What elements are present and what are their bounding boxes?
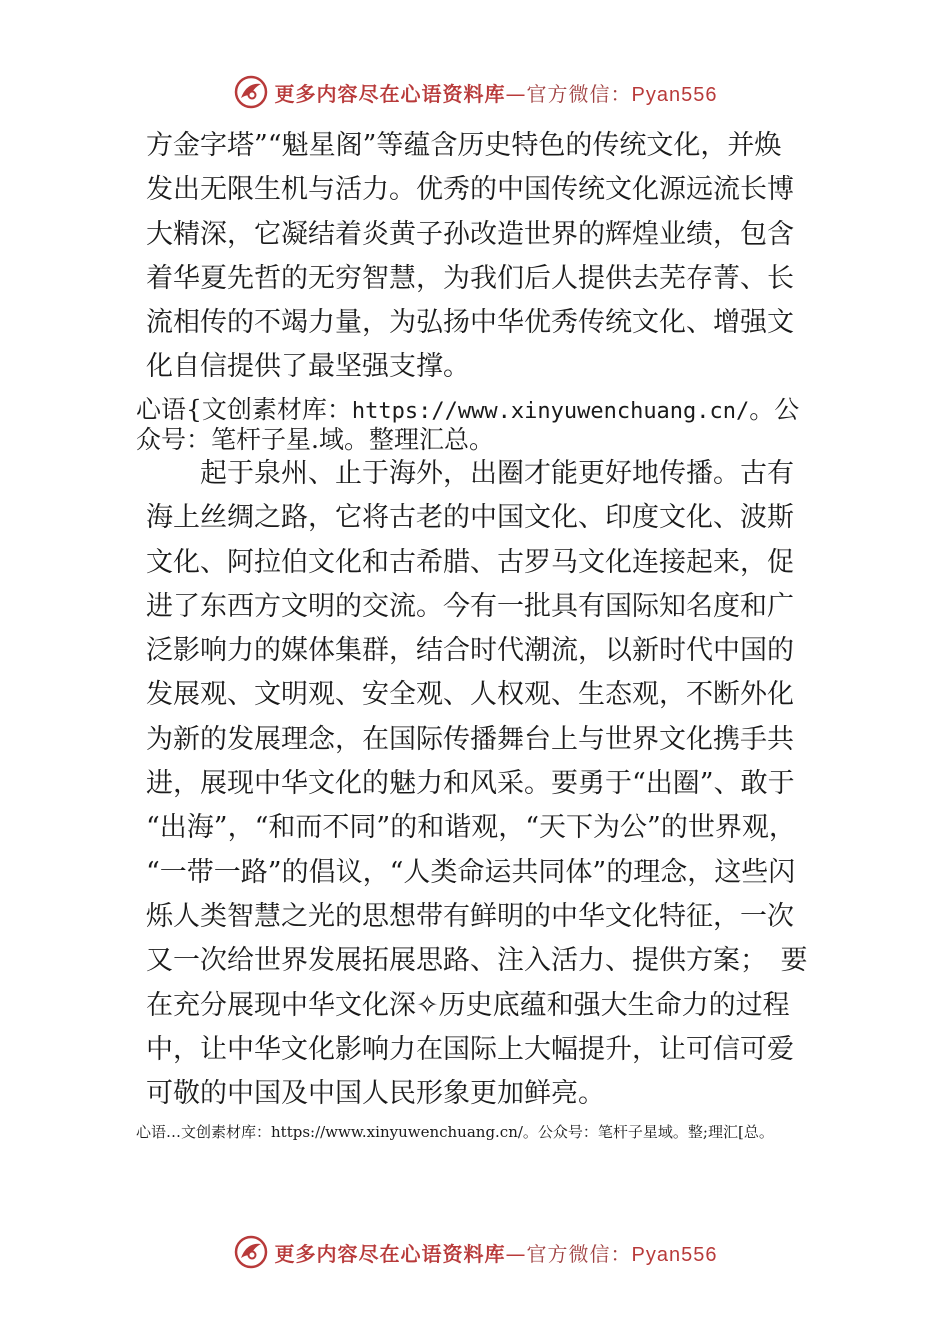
header-banner bbox=[0, 70, 950, 114]
banner-wechat-label: 官方微信： bbox=[526, 81, 632, 106]
source-note-prefix: 心语{文创素材库： bbox=[136, 395, 352, 424]
source-note-1 bbox=[136, 396, 836, 454]
text-line: 大精深，它凝结着炎黄子孙改造世界的辉煌业绩，包含 bbox=[146, 218, 794, 250]
banner-wechat-id: Pyan556 bbox=[631, 83, 718, 106]
banner-wechat-id: Pyan556 bbox=[631, 1243, 718, 1266]
text-line: 发展观、文明观、安全观、人权观、生态观，不断外化 bbox=[146, 679, 794, 711]
banner-main-text: 更多内容尽在心语资料库 bbox=[274, 81, 506, 106]
text-line: 着华夏先哲的无穷智慧，为我们后人提供去芜存菁、长 bbox=[146, 262, 794, 294]
text-line: 发出无限生机与活力。优秀的中国传统文化源远流长博 bbox=[146, 174, 794, 206]
source-note-line: 众号：笔杆子星.域。整理汇总。 bbox=[136, 425, 494, 454]
banner-main-text: 更多内容尽在心语资料库 bbox=[274, 1241, 506, 1266]
text-line: 起于泉州、止于海外，出圈才能更好地传播。古有 bbox=[146, 458, 794, 489]
text-line: “一带一路”的倡议，“人类命运共同体”的理念，这些闪 bbox=[146, 856, 796, 888]
text-line: 进了东西方文明的交流。今有一批具有国际知名度和广 bbox=[146, 590, 794, 622]
text-line: 又一次给世界发展拓展思路、注入活力、提供方案； 要 bbox=[146, 945, 808, 977]
text-line: 在充分展现中华文化深✧历史底蕴和强大生命力的过程 bbox=[146, 989, 790, 1021]
text-line: 方金字塔”“魁星阁”等蕴含历史特色的传统文化，并焕 bbox=[146, 130, 782, 161]
banner-wechat-label: 官方微信： bbox=[526, 1241, 632, 1266]
text-line: 中，让中华文化影响力在国际上大幅提升，让可信可爱 bbox=[146, 1033, 794, 1065]
text-line: 海上丝绸之路，它将古老的中国文化、印度文化、波斯 bbox=[146, 502, 794, 534]
text-line: 流相传的不竭力量，为弘扬中华优秀传统文化、增强文 bbox=[146, 307, 794, 339]
paragraph-2 bbox=[146, 452, 816, 1116]
source-note-2: 心语…文创素材库：https://www.xinyuwenchuang.cn/。公众号：笔杆子星域。整;理汇[总。 bbox=[136, 1123, 774, 1141]
paragraph-1 bbox=[146, 124, 816, 390]
text-line: 为新的发展理念，在国际传播舞台上与世界文化携手共 bbox=[146, 723, 794, 755]
fan-logo-icon bbox=[233, 74, 269, 110]
banner-text bbox=[275, 78, 718, 107]
banner-dash: — bbox=[505, 1241, 527, 1266]
banner-text bbox=[275, 1238, 718, 1267]
source-note-url: https://www.xinyuwenchuang.cn/ bbox=[351, 399, 750, 424]
text-line: 可敬的中国及中国人民形象更加鲜亮。 bbox=[146, 1078, 605, 1110]
source-note-line bbox=[136, 396, 836, 426]
text-line: “出海”，“和而不同”的和谐观，“天下为公”的世界观， bbox=[146, 812, 796, 844]
text-line: 烁人类智慧之光的思想带有鲜明的中华文化特征，一次 bbox=[146, 900, 794, 932]
footer-banner bbox=[0, 1230, 950, 1274]
text-line: 泛影响力的媒体集群，结合时代潮流，以新时代中国的 bbox=[146, 635, 794, 667]
banner-dash: — bbox=[505, 81, 527, 106]
text-line: 文化、阿拉伯文化和古希腊、古罗马文化连接起来，促 bbox=[146, 546, 794, 578]
fan-logo-icon bbox=[233, 1234, 269, 1270]
text-line: 进，展现中华文化的魅力和风采。要勇于“出圈”、敢于 bbox=[146, 768, 795, 800]
text-line: 化自信提供了最坚强支撑。 bbox=[146, 351, 470, 383]
source-note-suffix: 。公 bbox=[749, 395, 800, 424]
